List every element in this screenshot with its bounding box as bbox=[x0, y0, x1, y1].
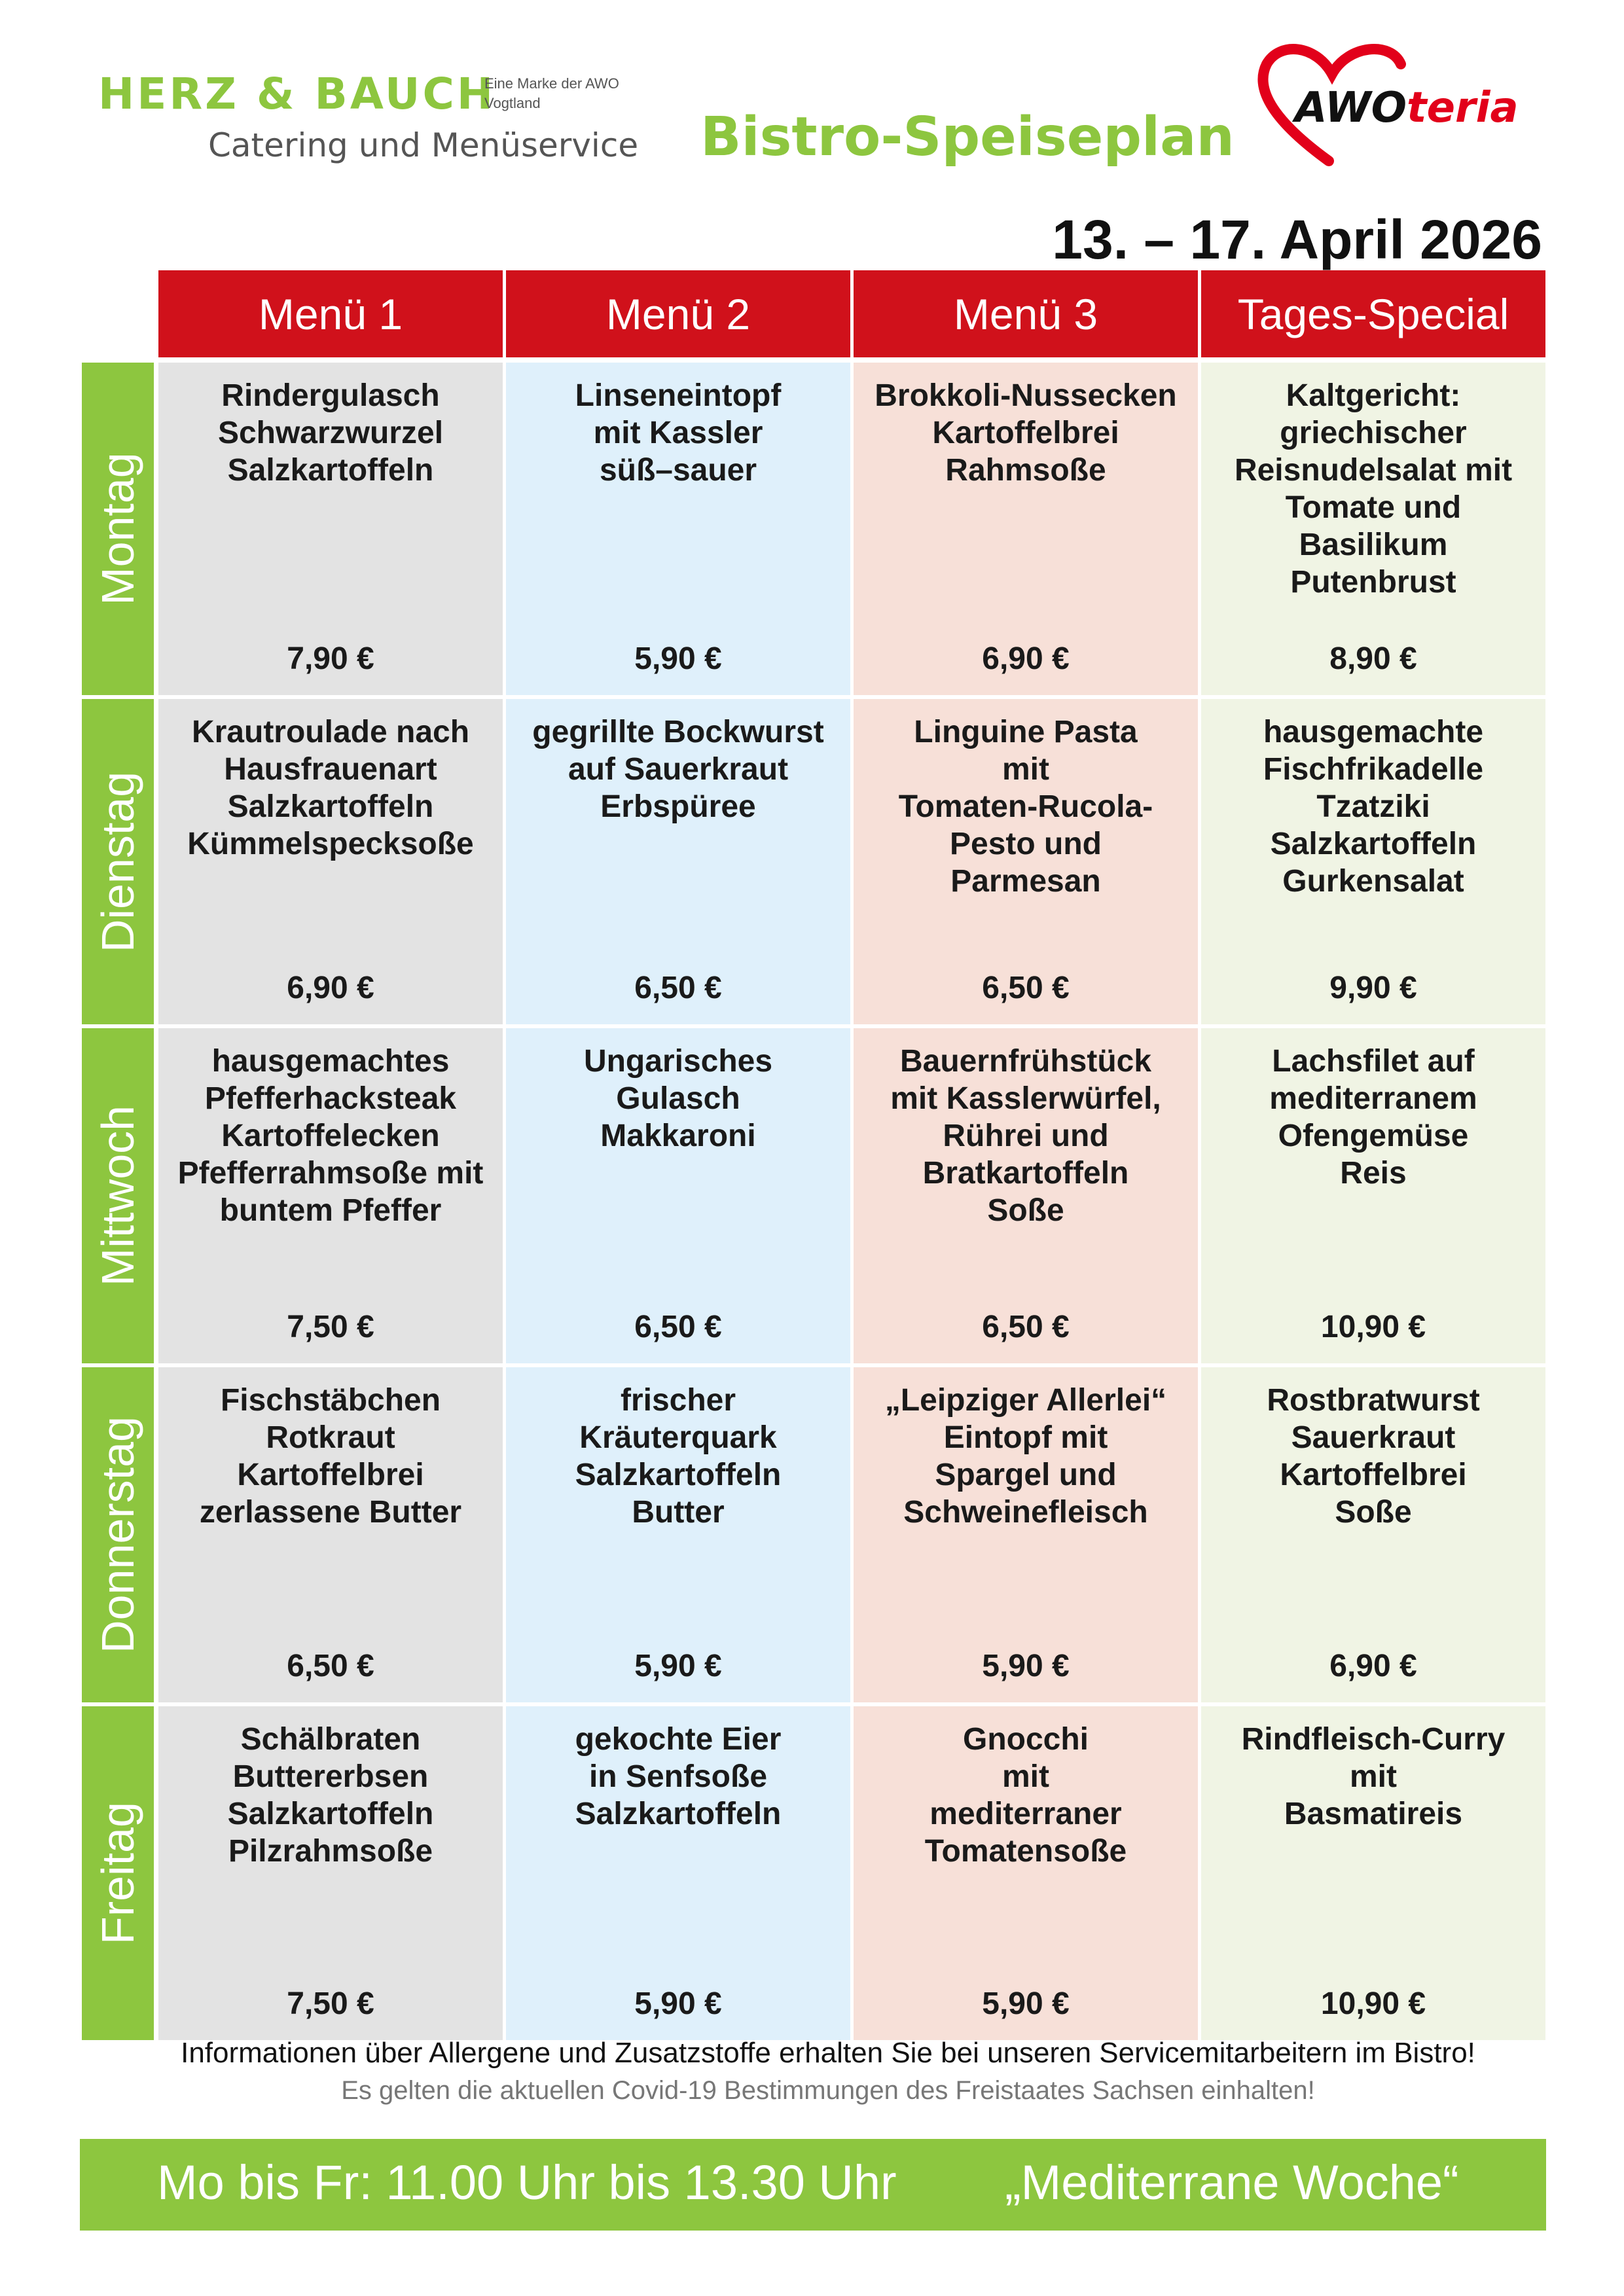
dish-text: Linseneintopf mit Kassler süß–sauer bbox=[575, 378, 782, 488]
day-label-freitag: Freitag bbox=[82, 1706, 154, 2040]
menu-cell bbox=[158, 1367, 503, 1702]
menu-cell bbox=[506, 1706, 850, 2040]
week-motto: „Mediterrane Woche“ bbox=[1005, 2155, 1459, 2210]
price: 6,50 € bbox=[982, 1310, 1070, 1344]
dish-text: Fischstäbchen Rotkraut Kartoffelbrei zerlassene Butter bbox=[199, 1383, 462, 1530]
price: 6,50 € bbox=[634, 971, 722, 1005]
teria-text: teria bbox=[1407, 84, 1519, 132]
dish-text: Schälbraten Buttererbsen Salzkartoffeln Pilzrahmsoße bbox=[227, 1722, 434, 1869]
dish-text: Ungarisches Gulasch Makkaroni bbox=[583, 1044, 773, 1153]
menu-cell bbox=[158, 699, 503, 1024]
date-range: 13. – 17. April 2026 bbox=[1052, 209, 1542, 270]
dish-text: Rindergulasch Schwarzwurzel Salzkartoffeln bbox=[217, 378, 444, 488]
menu-cell bbox=[854, 1706, 1198, 2040]
price: 5,90 € bbox=[982, 1649, 1070, 1683]
covid-note: Es gelten die aktuellen Covid-19 Bestimmungen des Freistaates Sachsen einhalten! bbox=[341, 2076, 1315, 2105]
dish-text: Lachsfilet auf mediterranem Ofengemüse Reis bbox=[1269, 1044, 1477, 1191]
price: 5,90 € bbox=[634, 1986, 722, 2021]
price: 6,90 € bbox=[982, 641, 1070, 676]
menu-cell bbox=[854, 699, 1198, 1024]
price: 6,50 € bbox=[982, 971, 1070, 1005]
brand-tagline: Eine Marke der AWO Vogtland bbox=[484, 75, 619, 111]
dish-text: Krautroulade nach Hausfrauenart Salzkartoffeln Kümmelspecksoße bbox=[187, 715, 474, 861]
dish-text: Brokkoli-Nussecken Kartoffelbrei Rahmsoße bbox=[875, 378, 1177, 488]
dish-text: „Leipziger Allerlei“ Eintopf mit Spargel und Schweinefleisch bbox=[884, 1383, 1167, 1530]
dish-text: Gnocchi mit mediterraner Tomatensoße bbox=[924, 1722, 1127, 1869]
price: 10,90 € bbox=[1320, 1986, 1426, 2021]
day-label-montag: Montag bbox=[82, 363, 154, 695]
menu-cell bbox=[854, 363, 1198, 695]
menu-cell bbox=[1201, 1367, 1545, 1702]
dish-text: hausgemachtes Pfefferhacksteak Kartoffelecken Pfefferrahmsoße mit buntem Pfeffer bbox=[177, 1044, 484, 1228]
awoteria-logo bbox=[1250, 38, 1558, 169]
awoteria-wordmark bbox=[1295, 84, 1519, 132]
price: 7,90 € bbox=[287, 641, 374, 676]
awo-text: AWO bbox=[1295, 84, 1407, 132]
allergen-info: Informationen über Allergene und Zusatzstoffe erhalten Sie bei unseren Servicemitarbeitern im Bistro! bbox=[181, 2037, 1475, 2069]
menu-cell bbox=[158, 1706, 503, 2040]
dish-text: Kaltgericht: griechischer Reisnudelsalat mit Tomate und Basilikum Putenbrust bbox=[1234, 378, 1513, 600]
menu-header-3: Menü 3 bbox=[854, 270, 1198, 357]
dish-text: frischer Kräuterquark Salzkartoffeln Butter bbox=[575, 1383, 782, 1530]
menu-cell bbox=[854, 1367, 1198, 1702]
dish-text: Rostbratwurst Sauerkraut Kartoffelbrei Soße bbox=[1267, 1383, 1480, 1530]
price: 9,90 € bbox=[1329, 971, 1417, 1005]
price: 5,90 € bbox=[634, 1649, 722, 1683]
price: 10,90 € bbox=[1320, 1310, 1426, 1344]
menu-cell bbox=[158, 1028, 503, 1363]
menu-cell bbox=[1201, 699, 1545, 1024]
price: 8,90 € bbox=[1329, 641, 1417, 676]
menu-header-special: Tages-Special bbox=[1201, 270, 1545, 357]
menu-cell bbox=[506, 363, 850, 695]
menu-cell bbox=[506, 699, 850, 1024]
menu-cell bbox=[1201, 1706, 1545, 2040]
brand-name: HERZ & BAUCH bbox=[98, 69, 496, 119]
menu-cell bbox=[158, 363, 503, 695]
price: 5,90 € bbox=[634, 641, 722, 676]
price: 6,50 € bbox=[634, 1310, 722, 1344]
opening-hours: Mo bis Fr: 11.00 Uhr bis 13.30 Uhr bbox=[157, 2155, 897, 2210]
brand-subtitle: Catering und Menüservice bbox=[208, 126, 639, 164]
day-label-donnerstag: Donnerstag bbox=[82, 1367, 154, 1702]
dish-text: Rindfleisch-Curry mit Basmatireis bbox=[1241, 1722, 1506, 1831]
price: 6,50 € bbox=[287, 1649, 374, 1683]
price: 7,50 € bbox=[287, 1310, 374, 1344]
price: 6,90 € bbox=[1329, 1649, 1417, 1683]
dish-text: Linguine Pasta mit Tomaten-Rucola- Pesto und Parmesan bbox=[898, 715, 1153, 899]
herz-bauch-logo bbox=[98, 69, 641, 180]
menu-header-1: Menü 1 bbox=[158, 270, 503, 357]
day-label-dienstag: Dienstag bbox=[82, 699, 154, 1024]
price: 7,50 € bbox=[287, 1986, 374, 2021]
day-label-mittwoch: Mittwoch bbox=[82, 1028, 154, 1363]
page-title: Bistro-Speiseplan bbox=[700, 106, 1235, 168]
dish-text: Bauernfrühstück mit Kasslerwürfel, Rührei und Bratkartoffeln Soße bbox=[890, 1044, 1161, 1228]
dish-text: gegrillte Bockwurst auf Sauerkraut Erbspüree bbox=[532, 715, 824, 824]
menu-cell bbox=[506, 1367, 850, 1702]
menu-cell bbox=[506, 1028, 850, 1363]
dish-text: hausgemachte Fischfrikadelle Tzatziki Salzkartoffeln Gurkensalat bbox=[1263, 715, 1484, 899]
menu-header-2: Menü 2 bbox=[506, 270, 850, 357]
dish-text: gekochte Eier in Senfsoße Salzkartoffeln bbox=[575, 1722, 782, 1831]
menu-cell bbox=[854, 1028, 1198, 1363]
menu-cell bbox=[1201, 1028, 1545, 1363]
price: 6,90 € bbox=[287, 971, 374, 1005]
price: 5,90 € bbox=[982, 1986, 1070, 2021]
menu-cell bbox=[1201, 363, 1545, 695]
